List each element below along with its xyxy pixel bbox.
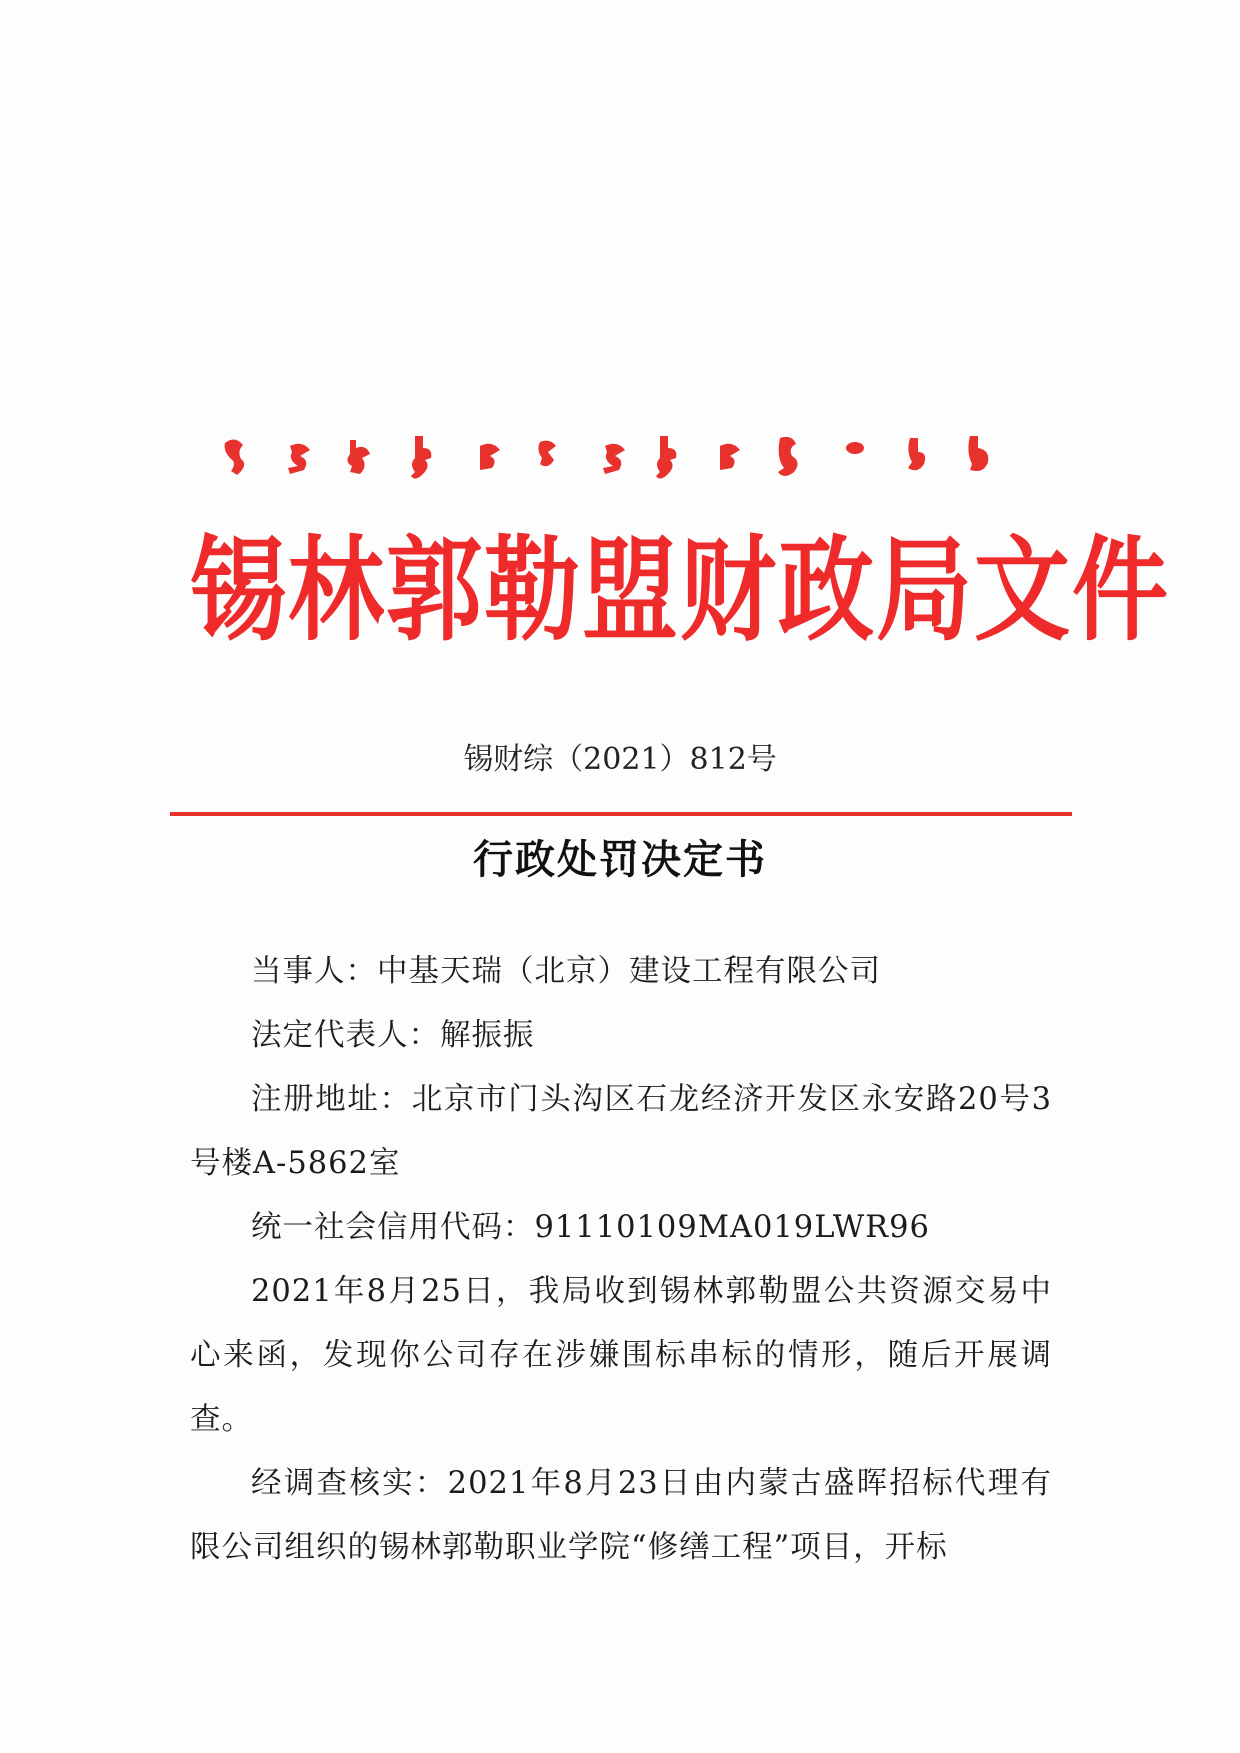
address-label: 注册地址： bbox=[251, 1082, 412, 1117]
agency-letterhead-title: 锡林郭勒盟财政局文件 bbox=[190, 524, 1170, 657]
party-label: 当事人： bbox=[251, 954, 377, 989]
address-value: 北京市门头沟区石龙经济开发区永安路20号3号楼A-5862室 bbox=[190, 1082, 1052, 1181]
paragraph-receipt: 2021年8月25日，我局收到锡林郭勒盟公共资源交易中心来函，发现你公司存在涉嫌围标串标的情形，随后开展调查。 bbox=[190, 1274, 1052, 1437]
address-line bbox=[190, 1068, 1052, 1196]
document-number: 锡财综（2021）812号 bbox=[463, 742, 777, 777]
red-divider-rule bbox=[170, 812, 1072, 816]
mongolian-script-line bbox=[215, 428, 1045, 498]
party-value: 中基天瑞（北京）建设工程有限公司 bbox=[377, 954, 881, 989]
legal-rep-value: 解振振 bbox=[440, 1018, 535, 1053]
document-body bbox=[190, 940, 1052, 1580]
legal-rep-label: 法定代表人： bbox=[251, 1018, 440, 1053]
credit-code-value: 91110109MA019LWR96 bbox=[534, 1210, 930, 1245]
party-line bbox=[190, 940, 1052, 1004]
credit-code-line bbox=[190, 1196, 1052, 1260]
paragraph-investigation: 经调查核实：2021年8月23日由内蒙古盛晖招标代理有限公司组织的锡林郭勒职业学院“修缮工程”项目，开标 bbox=[190, 1466, 1052, 1565]
legal-rep-line bbox=[190, 1004, 1052, 1068]
credit-code-label: 统一社会信用代码： bbox=[251, 1210, 535, 1245]
document-title: 行政处罚决定书 bbox=[473, 837, 767, 883]
